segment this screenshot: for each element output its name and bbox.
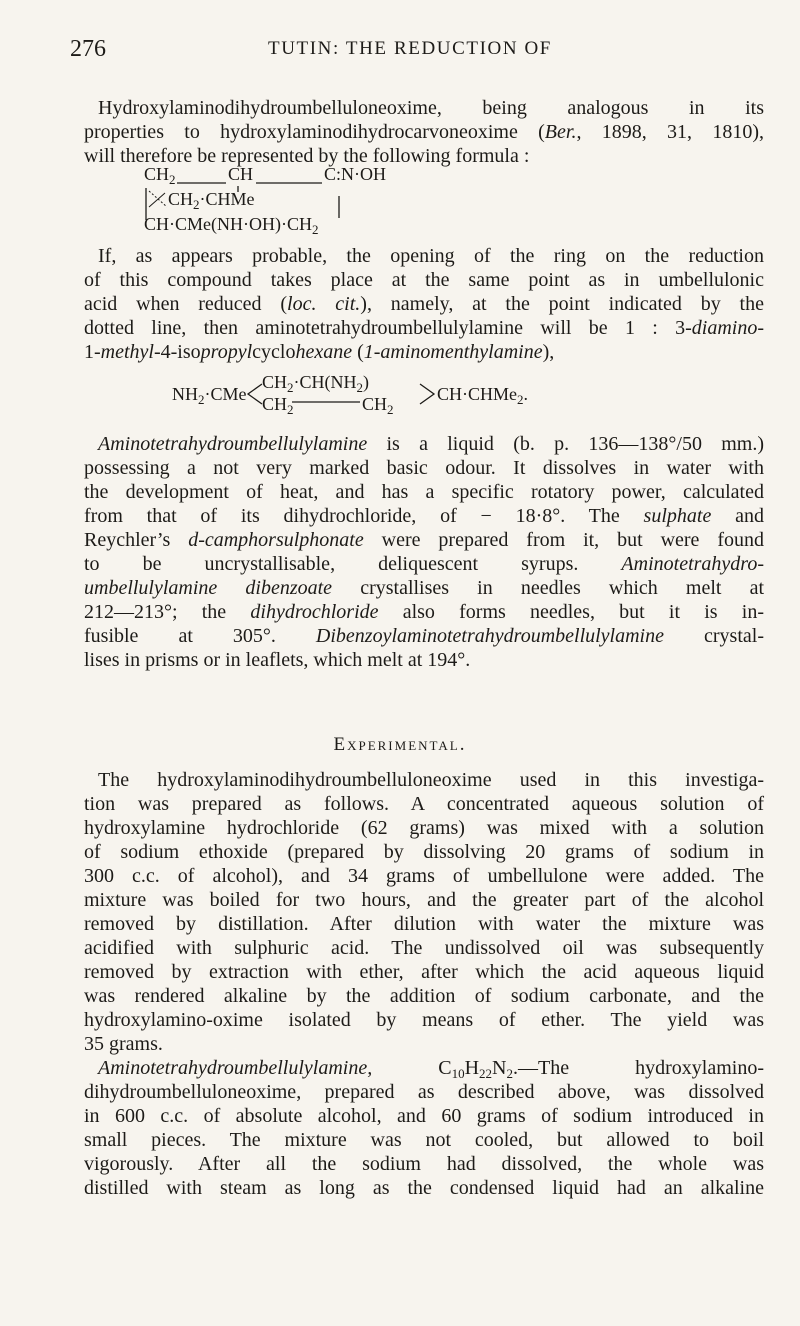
text-line: to be uncrystallisable, deliquescent syrups. Aminotetrahydro- [84,553,764,575]
text-line: 300 c.c. of alcohol), and 34 grams of umbellulone were added. The [84,865,764,887]
text-line: dihydroumbelluloneoxime, prepared as described above, was dissolved [84,1081,764,1103]
text-line: acidified with sulphuric acid. The undissolved oil was subsequently [84,937,764,959]
text-line: was rendered alkaline by the addition of sodium carbonate, and the [84,985,764,1007]
text-line: removed by extraction with ether, after which the acid aqueous liquid [84,961,764,983]
page-number: 276 [70,36,106,62]
text-line: properties to hydroxylaminodihydrocarvoneoxime (Ber., 1898, 31, 1810), [84,121,764,143]
text-line: of sodium ethoxide (prepared by dissolving 20 grams of sodium in [84,841,764,863]
text-line: 212—213°; the dihydrochloride also forms needles, but it is in- [84,601,764,623]
text-line: hydroxylamine hydrochloride (62 grams) was mixed with a solution [84,817,764,839]
text-line: vigorously. After all the sodium had dissolved, the whole was [84,1153,764,1175]
text-line: If, as appears probable, the opening of the ring on the reduction [98,245,764,267]
text-line: the development of heat, and has a specific rotatory power, calculated [84,481,764,503]
text-line: dotted line, then aminotetrahydroumbellulylamine will be 1 : 3-diamino- [84,317,764,339]
text-line: fusible at 305°. Dibenzoylaminotetrahydroumbellulylamine crystal- [84,625,764,647]
text-line: distilled with steam as long as the condensed liquid had an alkaline [84,1177,764,1199]
text-line: The hydroxylaminodihydroumbelluloneoxime used in this investiga- [98,769,764,791]
text-line: possessing a not very marked basic odour. It dissolves in water with [84,457,764,479]
text-line: Hydroxylaminodihydroumbelluloneoxime, being analogous in its [98,97,764,119]
text-line: from that of its dihydrochloride, of − 18·8°. The sulphate and [84,505,764,527]
text-line: 1-methyl-4-isopropylcyclohexane (1-aminomenthylamine), [84,341,555,363]
running-title: TUTIN: THE REDUCTION OF [268,38,552,59]
text-line: in 600 c.c. of absolute alcohol, and 60 grams of sodium introduced in [84,1105,764,1127]
text-line: hydroxylamino-oxime isolated by means of ether. The yield was [84,1009,764,1031]
text-line: acid when reduced (loc. cit.), namely, at the point indicated by the [84,293,764,315]
text-line: umbellulylamine dibenzoate crystallises in needles which melt at [84,577,764,599]
text-line: Aminotetrahydroumbellulylamine, $C_{10}H_{22}N_2.—The$ hydroxylamino- [98,1057,764,1081]
text-line: removed by distillation. After dilution with water the mixture was [84,913,764,935]
text-line: Aminotetrahydroumbellulylamine is a liquid (b. p. 136—138°/50 mm.) [98,433,764,455]
text-line: mixture was boiled for two hours, and the greater part of the alcohol [84,889,764,911]
section-heading: Experimental. [333,734,467,755]
text-line: of this compound takes place at the same point as in umbellulonic [84,269,764,291]
text-line: tion was prepared as follows. A concentrated aqueous solution of [84,793,764,815]
text-line: 35 grams. [84,1033,163,1055]
journal-page: 276 TUTIN: THE REDUCTION OF Hydroxylaminodihydroumbelluloneoxime, being analogous in its properties to hydroxylaminodihydrocarvoneoxime (Ber., 1898, 31, 1810), will therefore be represented by the following formula : $CH_2$ CH C:N·OH $CH_2\cdot CHMe$ $CH\cdot CMe(NH\cdot OH)\cdot CH_2$ If, as appears probable, the opening of the ring on the reduction of this compound takes place at the same point as in umbellulonic acid when reduced (loc. cit.), namely, at the point indicated by the dotted line, then aminotetrahydroumbellulylamine will be 1 : 3-diamino- 1-methyl-4-isopropylcyclohexane (1-aminomenthylamine), $NH_2\cdot CMe$ $CH_2\cdot CH(NH_2)$ $CH_2$ $CH_2$ CH·CHMe$_2$. Aminotetrahydroumbellulylamine is a liquid (b. p. 136—138°/50 mm.) possessing a not very marked basic odour. It dissolves in water with the development of heat, and has a specific rotatory power, calculated from that of its dihydrochloride, of − 18·8°. The sulphate and Reychler’s d-camphorsulphonate were prepared from it, but were found to be uncrystallisable, deliquescent syrups. Aminotetrahydro- umbellulylamine dibenzoate crystallises in needles which melt at 212—213°; the dihydrochloride also forms needles, but it is in- fusible at 305°. Dibenzoylaminotetrahydroumbellulylamine crystal- lises in prisms or in leaflets, which melt at 194°. Experimental. The hydroxylaminodihydroumbelluloneoxime used in this investiga- tion was prepared as follows. A concentrated aqueous solution of hydroxylamine hydrochloride (62 grams) was mixed with a solution of sodium ethoxide (prepared by dissolving 20 grams of sodium in 300 c.c. of alcohol), and 34 grams of umbellulone were added. The mixture was boiled for two hours, and the greater part of the alcohol removed by distillation. After dilution with water the mixture was acidified with sulphuric acid. The undissolved oil was subsequently removed by extraction with ether, after which the acid aqueous liquid was rendered alkaline by the addition of sodium carbonate, and the hydroxylamino-oxime isolated by means of ether. The yield was 35 grams. Aminotetrahydroumbellulylamine, $C_{10}H_{22}N_2.—The$ hydroxylamino- dihydroumbelluloneoxime, prepared as described above, was dissolved in 600 c.c. of absolute alcohol, and 60 grams of sodium introduced in small pieces. The mixture was not cooled, but allowed to boil vigorously. After all the sodium had dissolved, the whole was distilled with steam as long as the condensed liquid had an alkaline [0,0,800,1326]
text-line: small pieces. The mixture was not cooled, but allowed to boil [84,1129,764,1151]
text-line: will therefore be represented by the following formula : [84,145,530,167]
text-line: Reychler’s d-camphorsulphonate were prepared from it, but were found [84,529,764,551]
text-line: lises in prisms or in leaflets, which melt at 194°. [84,649,471,671]
